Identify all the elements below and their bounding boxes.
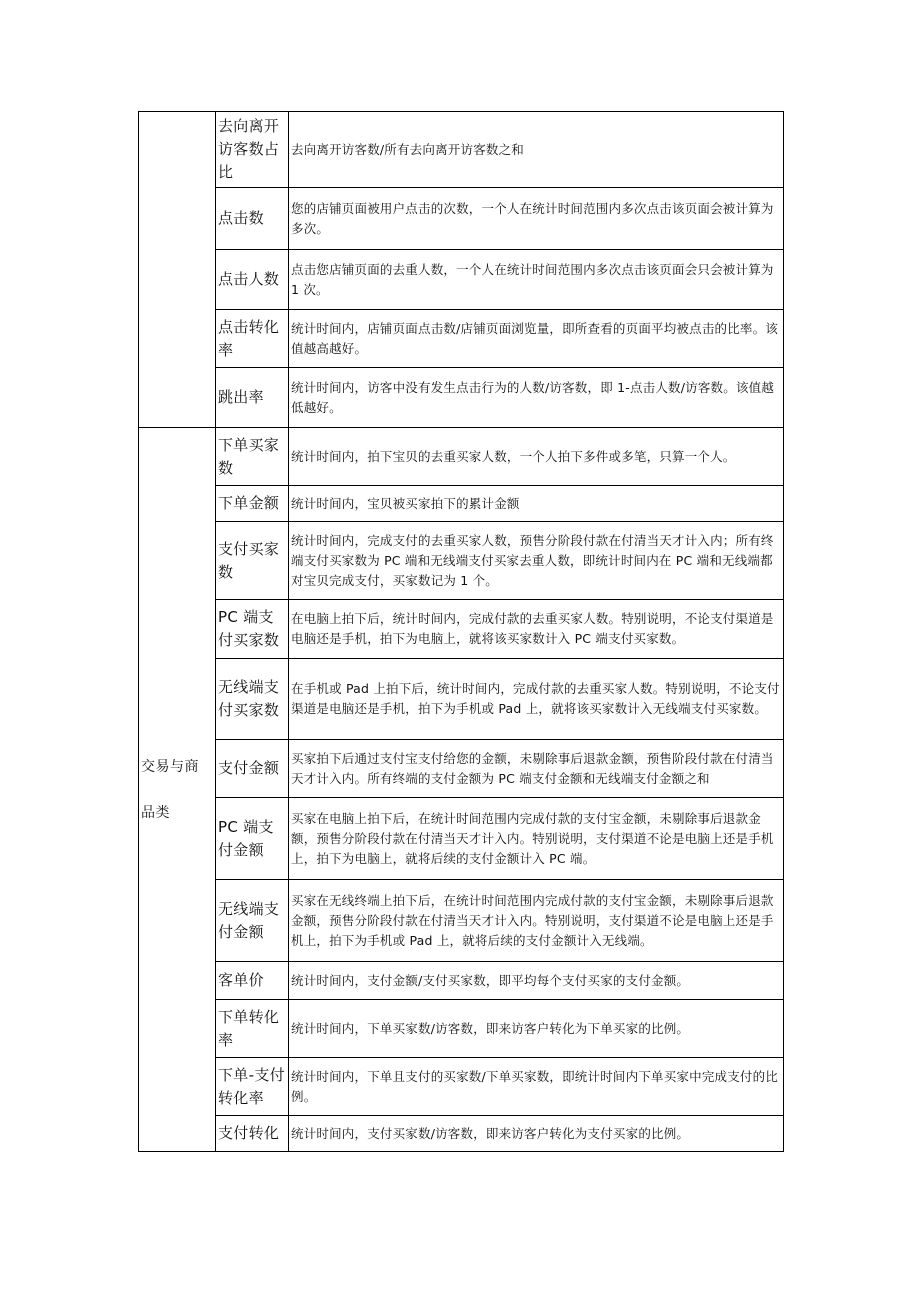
- metric-name: 点击数: [216, 188, 289, 250]
- metric-description: 统计时间内，宝贝被买家拍下的累计金额: [289, 486, 784, 522]
- table-row: [139, 962, 784, 1000]
- metric-description: 统计时间内，店铺页面点击数/店铺页面浏览量，即所查看的页面平均被点击的比率。该值越高越好。: [289, 310, 784, 368]
- table-row: [139, 428, 784, 486]
- category-cell: 交易与商品类: [139, 428, 216, 1152]
- table-row: [139, 798, 784, 880]
- table-row: [139, 522, 784, 600]
- table-row: [139, 188, 784, 250]
- table-row: [139, 250, 784, 310]
- metric-name: 客单价: [216, 962, 289, 1000]
- metric-name: 支付转化: [216, 1116, 289, 1152]
- table-row: [139, 659, 784, 740]
- metric-description: 统计时间内，访客中没有发生点击行为的人数/访客数，即 1-点击人数/访客数。该值越低越好。: [289, 368, 784, 428]
- metric-name: 下单-支付转化率: [216, 1058, 289, 1116]
- metric-description: 在手机或 Pad 上拍下后，统计时间内，完成付款的去重买家人数。特别说明，不论支付渠道是电脑还是手机，拍下为手机或 Pad 上，就将该买家数计入无线端支付买家数。: [289, 659, 784, 740]
- metric-name: 下单买家数: [216, 428, 289, 486]
- metric-name: 下单转化率: [216, 1000, 289, 1058]
- table-row: [139, 1058, 784, 1116]
- metric-name: PC 端支付买家数: [216, 600, 289, 659]
- metric-description: 您的店铺页面被用户点击的次数，一个人在统计时间范围内多次点击该页面会被计算为多次。: [289, 188, 784, 250]
- metric-description: 点击您店铺页面的去重人数，一个人在统计时间范围内多次点击该页面会只会被计算为 1 次。: [289, 250, 784, 310]
- table-row: [139, 740, 784, 798]
- metric-description: 买家拍下后通过支付宝支付给您的金额，未剔除事后退款金额，预售阶段付款在付清当天才计入内。所有终端的支付金额为 PC 端支付金额和无线端支付金额之和: [289, 740, 784, 798]
- table-row: [139, 368, 784, 428]
- table-row: [139, 310, 784, 368]
- metric-description: 统计时间内，支付金额/支付买家数，即平均每个支付买家的支付金额。: [289, 962, 784, 1000]
- metric-description: 在电脑上拍下后，统计时间内，完成付款的去重买家人数。特别说明，不论支付渠道是电脑还是手机，拍下为电脑上，就将该买家数计入 PC 端支付买家数。: [289, 600, 784, 659]
- metric-name: 支付买家数: [216, 522, 289, 600]
- metric-description: 去向离开访客数/所有去向离开访客数之和: [289, 112, 784, 188]
- metric-description: 统计时间内，拍下宝贝的去重买家人数，一个人拍下多件或多笔，只算一个人。: [289, 428, 784, 486]
- table-row: [139, 486, 784, 522]
- metric-description: 统计时间内，完成支付的去重买家人数，预售分阶段付款在付清当天才计入内；所有终端支付买家数为 PC 端和无线端支付买家去重人数，即统计时间内在 PC 端和无线端都对宝贝完成支付，买家数记为 1 个。: [289, 522, 784, 600]
- category-cell: [139, 112, 216, 428]
- table-row: [139, 112, 784, 188]
- metric-name: 下单金额: [216, 486, 289, 522]
- table-row: [139, 1000, 784, 1058]
- metric-name: 去向离开访客数占比: [216, 112, 289, 188]
- metric-description: 买家在电脑上拍下后，在统计时间范围内完成付款的支付宝金额，未剔除事后退款金额，预售分阶段付款在付清当天才计入内。特别说明，支付渠道不论是电脑上还是手机上，拍下为电脑上，就将后续的支付金额计入 PC 端。: [289, 798, 784, 880]
- metric-name: PC 端支付金额: [216, 798, 289, 880]
- metric-name: 点击转化率: [216, 310, 289, 368]
- metric-description: 统计时间内，支付买家数/访客数，即来访客户转化为支付买家的比例。: [289, 1116, 784, 1152]
- metric-name: 无线端支付买家数: [216, 659, 289, 740]
- metric-name: 无线端支付金额: [216, 880, 289, 962]
- metric-name: 点击人数: [216, 250, 289, 310]
- table-row: [139, 600, 784, 659]
- metric-name: 支付金额: [216, 740, 289, 798]
- table-row: [139, 880, 784, 962]
- metric-name: 跳出率: [216, 368, 289, 428]
- metric-description: 统计时间内，下单且支付的买家数/下单买家数，即统计时间内下单买家中完成支付的比例。: [289, 1058, 784, 1116]
- metric-description: 统计时间内，下单买家数/访客数，即来访客户转化为下单买家的比例。: [289, 1000, 784, 1058]
- metrics-definition-table: [138, 111, 784, 1152]
- metric-description: 买家在无线终端上拍下后，在统计时间范围内完成付款的支付宝金额，未剔除事后退款金额，预售分阶段付款在付清当天才计入内。特别说明，支付渠道不论是电脑上还是手机上，拍下为手机或 Pad 上，就将后续的支付金额计入无线端。: [289, 880, 784, 962]
- table-row: [139, 1116, 784, 1152]
